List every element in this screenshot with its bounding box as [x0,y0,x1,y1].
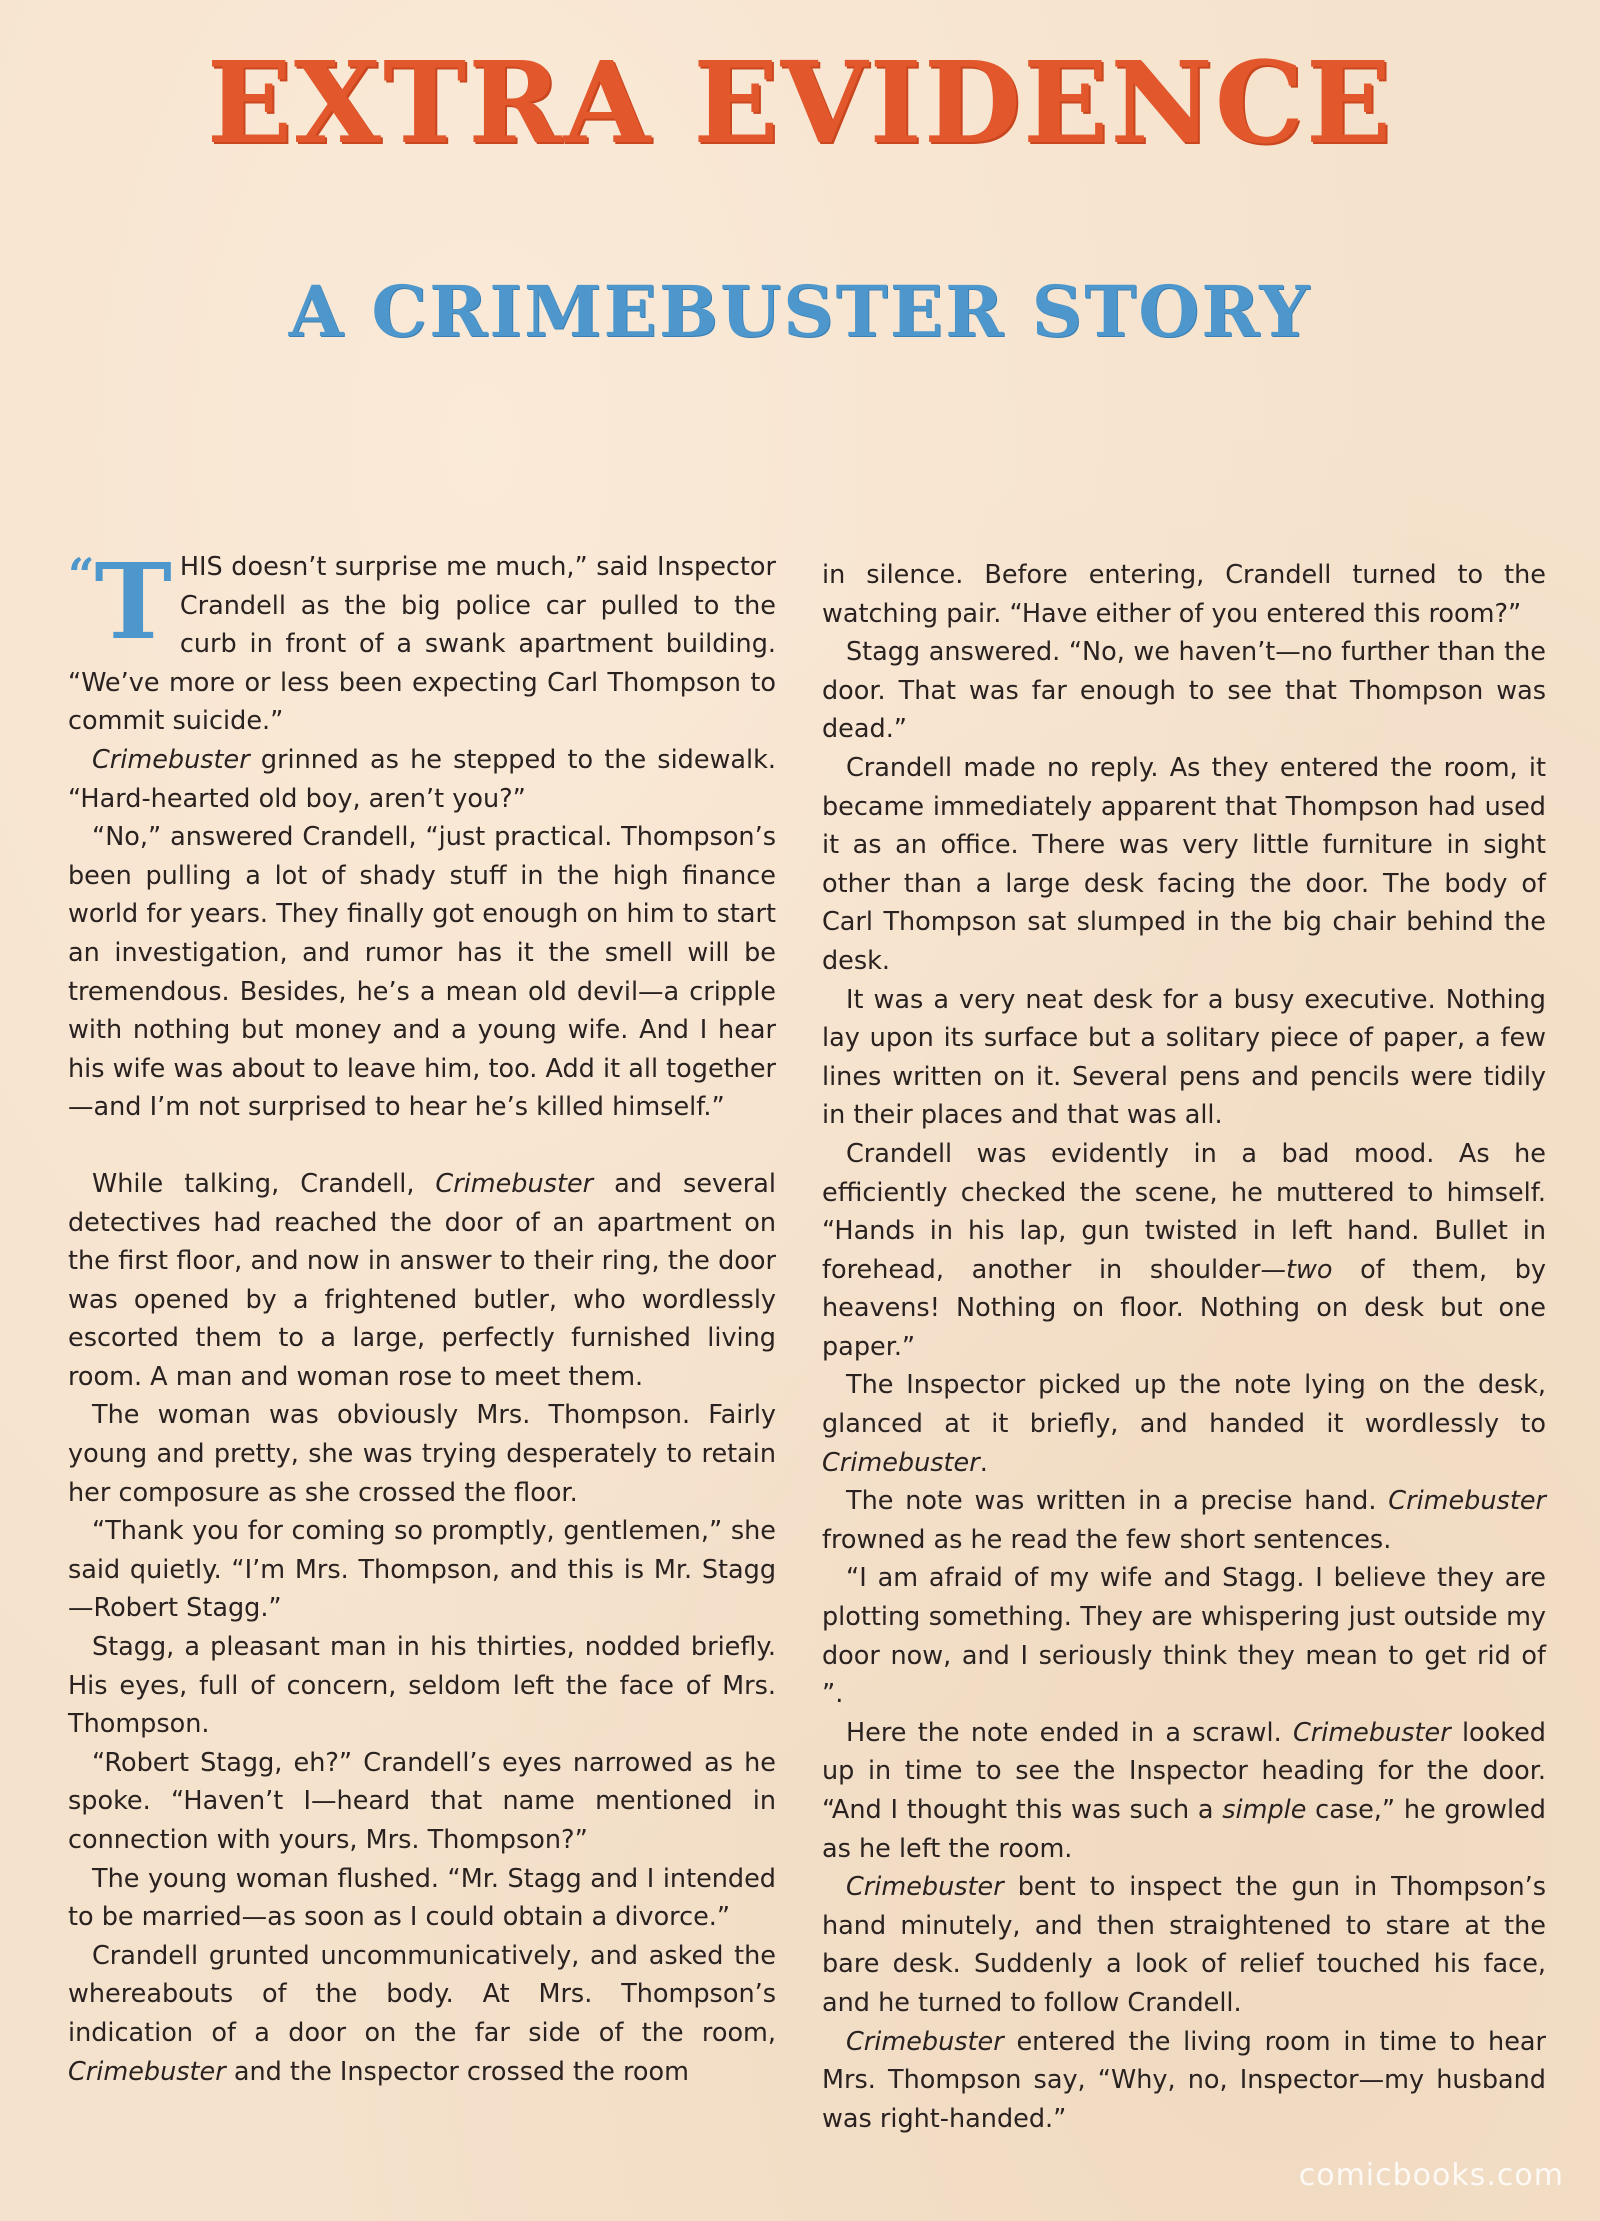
paragraph: “No,” answered Crandell, “just practical. Thompson’s been pulling a lot of shady stuff in the high finance world for years. They finally got enough on him to start an investigation, and rumor has it the smell will be tremendous. Besides, he’s a mean old devil—a cripple with nothing but money and a young wife. And I hear his wife was about to leave him, too. Add it all together—and I’m not surprised to hear he’s killed himself.” [68,822,776,1123]
paragraph: Crimebuster grinned as he stepped to the sidewalk. “Hard-hearted old boy, aren’t you?” [68,744,776,814]
paragraph: Crandell grunted uncommunicatively, and asked the whereabouts of the body. At Mrs. Thompson’s indication of a door on the far side of the room, Crimebuster and the Inspector crossed the room [68,1940,776,2087]
paragraph: The Inspector picked up the note lying on the desk, glanced at it briefly, and handed it wordlessly to Crimebuster. [822,1370,1546,1478]
paragraph: “T HIS doesn’t surprise me much,” said Inspector Crandell as the big police car pulled to the curb in front of a swank apartment building. “We’ve more or less been expecting Carl Thompson to commit suicide.” [68,540,776,737]
paragraph: Crandell made no reply. As they entered the room, it became immediately apparent that Thompson had used it as an office. There was very little furniture in sight other than a large desk facing the door. The body of Carl Thompson sat slumped in the big chair behind the desk. [822,752,1546,976]
paragraph: The note was written in a precise hand. Crimebuster frowned as he read the few short sentences. [822,1486,1546,1555]
paragraph: It was a very neat desk for a busy executive. Nothing lay upon its surface but a solitary piece of paper, a few lines written on it. Several pens and pencils were tidily in their places and that was all. [822,984,1546,1131]
right-text-column [822,556,1546,2138]
paragraph: “Thank you for coming so promptly, gentlemen,” she said quietly. “I’m Mrs. Thompson, and this is Mr. Stagg—Robert Stagg.” [68,1516,776,1624]
paragraph: Here the note ended in a scrawl. Crimebuster looked up in time to see the Inspector heading for the door. “And I thought this was such a simple case,” he growled as he left the room. [822,1717,1546,1864]
paragraph: Crimebuster bent to inspect the gun in Thompson’s hand minutely, and then straightened to stare at the bare desk. Suddenly a look of relief touched his face, and he turned to follow Crandell. [822,1872,1546,2018]
paragraph: “Robert Stagg, eh?” Crandell’s eyes narrowed as he spoke. “Haven’t I—heard that name mentioned in connection with yours, Mrs. Thompson?” [68,1747,776,1855]
paragraph: While talking, Crandell, Crimebuster and several detectives had reached the door of an apartment on the first floor, and now in answer to their ring, the door was opened by a frightened butler, who wordlessly escorted them to a large, perfectly furnished living room. A man and woman rose to meet them. [68,1168,776,1392]
drop-cap: “T [68,540,172,663]
site-watermark: comicbooks.com [1298,2158,1564,2193]
paragraph: The woman was obviously Mrs. Thompson. Fairly young and pretty, she was trying desperately to retain her composure as she crossed the floor. [68,1400,776,1508]
paragraph: The young woman flushed. “Mr. Stagg and I intended to be married—as soon as I could obtain a divorce.” [68,1863,776,1933]
paragraph: Stagg answered. “No, we haven’t—no further than the door. That was far enough to see that Thompson was dead.” [822,637,1546,745]
paragraph: Stagg, a pleasant man in his thirties, nodded briefly. His eyes, full of concern, seldom left the face of Mrs. Thompson. [68,1632,776,1740]
paragraph: Crimebuster entered the living room in time to hear Mrs. Thompson say, “Why, no, Inspector—my husband was right-handed.” [822,2026,1546,2134]
story-title: EXTRA EVIDENCE [206,38,1394,169]
paragraph: “I am afraid of my wife and Stagg. I believe they are plotting something. They are whispering just outside my door now, and I seriously think they mean to get rid of ”. [822,1563,1546,1710]
paragraph: in silence. Before entering, Crandell turned to the watching pair. “Have either of you entered this room?” [822,560,1546,629]
left-text-column [68,540,776,2091]
paragraph: Crandell was evidently in a bad mood. As he efficiently checked the scene, he muttered to himself. “Hands in his lap, gun twisted in left hand. Bullet in forehead, another in shoulder—two of them, by heavens! Nothing on floor. Nothing on desk but one paper.” [822,1138,1546,1362]
story-subtitle: A CRIMEBUSTER STORY [288,270,1312,353]
